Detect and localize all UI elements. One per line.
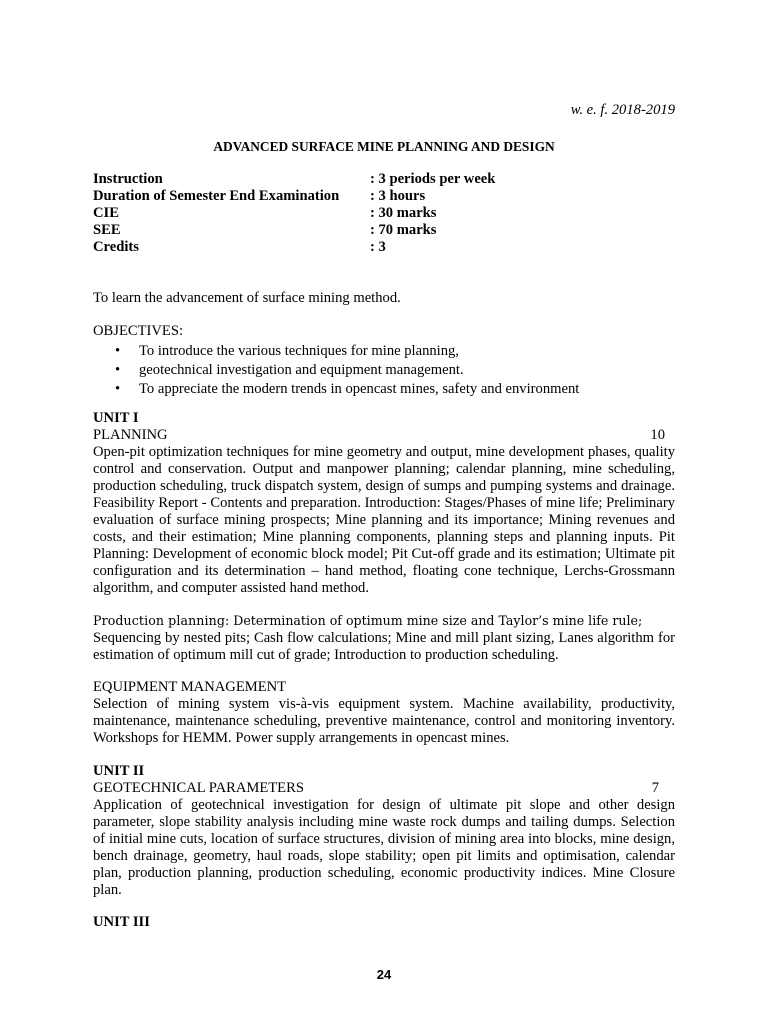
production-planning-paragraph — [93, 612, 675, 664]
objective-item: • geotechnical investigation and equipment management. — [93, 361, 675, 380]
objective-item: • To introduce the various techniques for mine planning, — [93, 342, 675, 361]
info-label: Instruction — [93, 171, 163, 187]
info-label: CIE — [93, 205, 119, 221]
unit-1-topic-row — [93, 427, 675, 444]
objective-item: • To appreciate the modern trends in opencast mines, safety and environment — [93, 380, 675, 399]
objectives-section — [93, 323, 675, 399]
info-value: : 3 — [370, 239, 386, 255]
unit-1-hours: 10 — [650, 427, 665, 443]
info-value: : 30 marks — [370, 205, 437, 221]
unit-1-topic: PLANNING — [93, 427, 168, 443]
unit-2-heading: UNIT II — [93, 763, 145, 779]
page-number: 24 — [376, 967, 392, 982]
course-intro: To learn the advancement of surface mining method. — [93, 290, 401, 306]
unit-1-body: Open-pit optimization techniques for mine geometry and output, mine development phases, quality control and conservation. Output and manpower planning; calendar planning, mine scheduling, production scheduling, truck dispatch system, design of sumps and pumping systems and drainage. Feasibility Report - Contents and preparation. Introduction: Stages/Phases of mine life; Preliminary evaluation of surface mining prospects; Mine planning and its importance; Mining revenues and costs, and their estimation; Mine planning components, planning steps and planning inputs. Pit Planning: Development of economic block model; Pit Cut-off grade and its estimation; Ultimate pit configuration and its determination – hand method, floating cone technique, Lerchs-Grossmann algorithm, and computer assisted hand method. — [93, 444, 675, 596]
objectives-heading: OBJECTIVES: — [93, 323, 183, 339]
objectives-list — [93, 342, 675, 399]
info-label: Credits — [93, 239, 139, 255]
unit-2-topic: GEOTECHNICAL PARAMETERS — [93, 780, 304, 796]
course-title: ADVANCED SURFACE MINE PLANNING AND DESIGN — [213, 139, 555, 154]
production-planning-first-line: : Determination of optimum mine size and Taylor’s mine life rule; — [225, 613, 643, 628]
unit-1-heading: UNIT I — [93, 410, 139, 426]
info-row-see — [93, 222, 675, 239]
production-planning-text: Sequencing by nested pits; Cash flow calculations; Mine and mill plant sizing, Lanes algorithm for estimation of optimum mill cut of grade; Introduction to production scheduling. — [93, 630, 675, 663]
unit-2-hours: 7 — [651, 780, 659, 796]
info-row-cie — [93, 205, 675, 222]
info-value: : 70 marks — [370, 222, 437, 238]
unit-3-heading: UNIT III — [93, 914, 150, 930]
course-info-table — [93, 171, 675, 256]
info-row-credits — [93, 239, 675, 256]
effective-year: w. e. f. 2018-2019 — [570, 102, 675, 118]
info-row-duration — [93, 188, 675, 205]
equipment-heading: EQUIPMENT MANAGEMENT — [93, 679, 287, 695]
info-label: Duration of Semester End Examination — [93, 188, 340, 204]
unit-2-body: Application of geotechnical investigation for design of ultimate pit slope and other design parameter, slope stability analysis including mine waste rock dumps and tailing dumps. Selection of initial mine cuts, location of surface structures, division of mining area into blocks, mine design, bench drainage, geometry, haul roads, slope stability; open pit limits and optimisation, calendar plan, production planning, production scheduling, economic productivity indices. Mine Closure plan. — [93, 797, 675, 898]
document-page — [93, 0, 675, 1024]
equipment-body: Selection of mining system vis-à-vis equipment system. Machine availability, productivity, maintenance, maintenance scheduling, preventive maintenance, control and monitoring inventory. Workshops for HEMM. Power supply arrangements in opencast mines. — [93, 696, 675, 746]
production-planning-label: Production planning — [93, 613, 226, 628]
info-label: SEE — [93, 222, 121, 238]
info-value: : 3 hours — [370, 188, 426, 204]
info-row-instruction — [93, 171, 675, 188]
info-value: : 3 periods per week — [370, 171, 496, 187]
unit-2-topic-row — [93, 780, 675, 797]
